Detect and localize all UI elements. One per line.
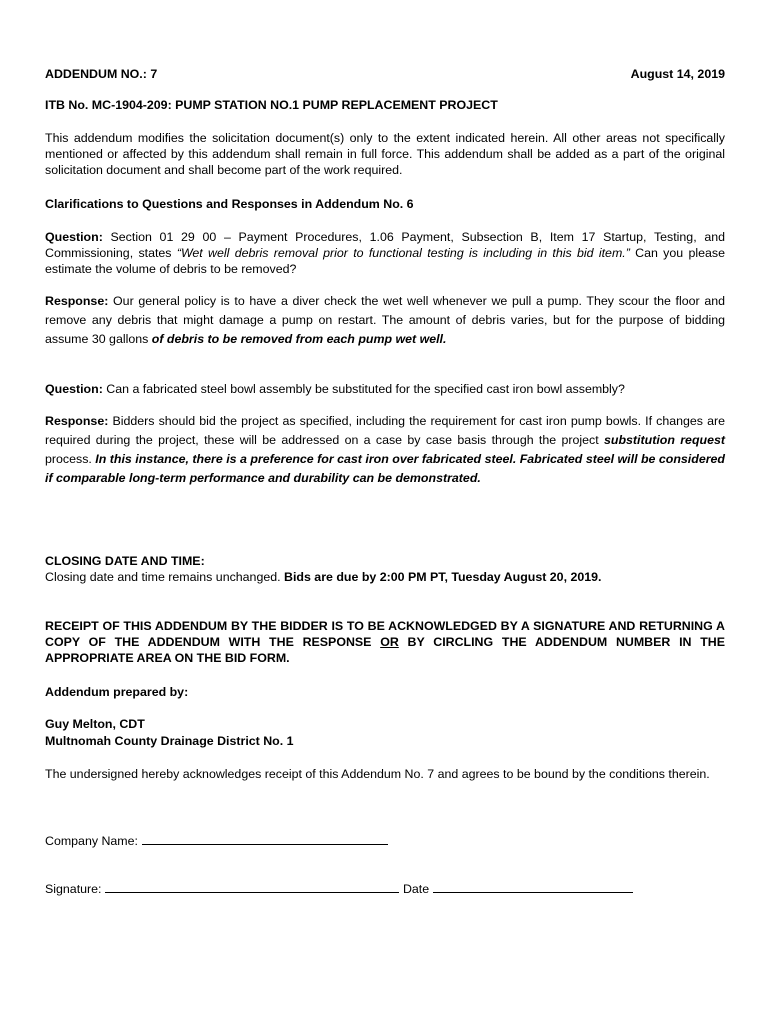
question-text-end: Can you please estimate the volume of debris to be removed?	[45, 246, 725, 276]
question-text: Can a fabricated steel bowl assembly be substituted for the specified cast iron bowl assembly?	[102, 382, 625, 396]
response-text-mid: process.	[45, 452, 96, 466]
closing-deadline: Bids are due by 2:00 PM PT, Tuesday August 20, 2019.	[284, 570, 602, 584]
response-emphasis: of debris to be removed from each pump wet well.	[151, 332, 447, 346]
question-text: Section 01 29 00 – Payment Procedures, 1.06 Payment, Subsection B, Item 17 Startup, Testing, and Commissioning, states	[45, 230, 726, 260]
closing-text	[45, 569, 725, 585]
addendum-date: August 14, 2019	[630, 67, 725, 81]
receipt-notice	[45, 618, 725, 666]
response-text: Our general policy is to have a diver check the wet well whenever we pull a pump. They scour the floor and remove any debris that might damage a pump on restart. The amount of debris varies, but for the purpose of bidding assume 30 gallons	[45, 294, 725, 346]
closing-sentence: Closing date and time remains unchanged.	[45, 570, 285, 584]
question-quote: “Wet well debris removal prior to functional testing is including in this bid item.”	[176, 246, 630, 260]
receipt-or: OR	[380, 635, 399, 649]
acknowledgement-text: The undersigned hereby acknowledges receipt of this Addendum No. 7 and agrees to be bound by the conditions therein.	[45, 767, 710, 781]
signature-label: Signature:	[45, 882, 102, 896]
intro-paragraph: This addendum modifies the solicitation document(s) only to the extent indicated herein. All other areas not specifically mentioned or affected by this addendum shall remain in full force. This addendum shall be added as a part of the original solicitation document and shall become part of the work required.	[45, 131, 725, 177]
date-label: Date	[402, 882, 430, 896]
response-emphasis-2: In this instance, there is a preference for cast iron over fabricated steel. Fabricated steel will be considered if comparable long-term performance and durability can be demonstrated.	[45, 452, 725, 485]
header-row	[45, 66, 725, 82]
company-name-label: Company Name:	[45, 834, 138, 848]
receipt-part-2: BY CIRCLING THE ADDENDUM NUMBER IN THE APPROPRIATE AREA ON THE BID FORM.	[45, 635, 725, 665]
question-label: Question:	[45, 230, 103, 244]
response-1	[45, 292, 725, 349]
question-label: Question:	[45, 382, 103, 396]
response-label: Response:	[45, 414, 109, 428]
question-1	[45, 229, 725, 277]
signature-field[interactable]	[105, 880, 399, 893]
prepared-by-label: Addendum prepared by:	[45, 685, 189, 699]
signature-row	[45, 880, 725, 897]
company-name-field[interactable]	[142, 832, 388, 845]
receipt-part-1: RECEIPT OF THIS ADDENDUM BY THE BIDDER IS TO BE ACKNOWLEDGED BY A SIGNATURE AND RETURNING A COPY OF THE ADDENDUM WITH THE RESPONSE	[45, 619, 725, 649]
response-2	[45, 412, 725, 488]
itb-title: ITB No. MC-1904-209: PUMP STATION NO.1 PUMP REPLACEMENT PROJECT	[45, 98, 498, 112]
clarifications-heading: Clarifications to Questions and Responses in Addendum No. 6	[45, 197, 414, 211]
preparer-organization: Multnomah County Drainage District No. 1	[45, 734, 294, 748]
response-label: Response:	[45, 294, 109, 308]
date-field[interactable]	[433, 880, 633, 893]
closing-heading: CLOSING DATE AND TIME:	[45, 554, 205, 568]
response-emphasis: substitution request	[604, 433, 725, 447]
preparer-name: Guy Melton, CDT	[45, 717, 145, 731]
company-name-row	[45, 832, 725, 849]
addendum-number: ADDENDUM NO.: 7	[45, 67, 158, 81]
question-2	[45, 381, 725, 397]
response-text: Bidders should bid the project as specified, including the requirement for cast iron pump bowls. If changes are required during the project, these will be addressed on a case by case basis through the project	[45, 414, 725, 447]
